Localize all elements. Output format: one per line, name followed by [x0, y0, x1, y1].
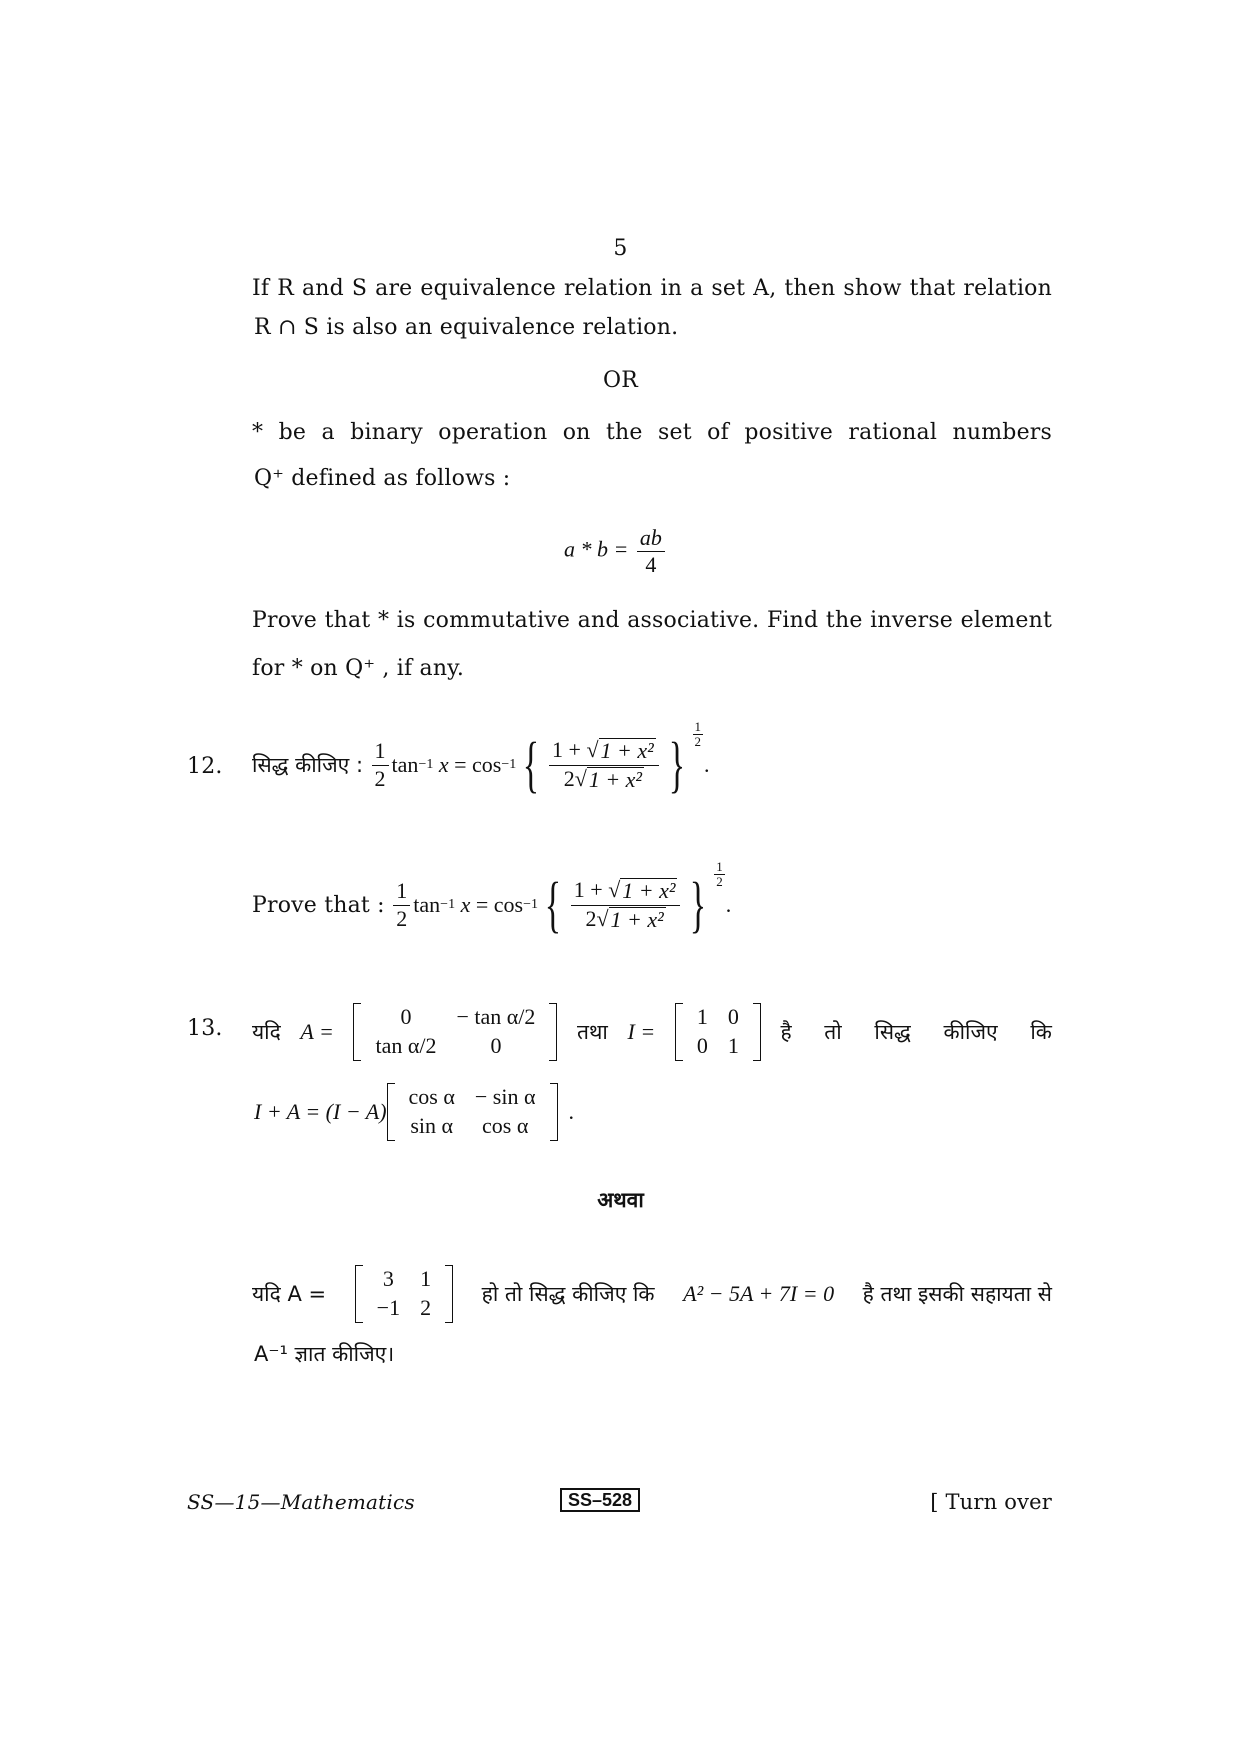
alt-line2: A⁻¹ ज्ञात कीजिए।: [254, 1342, 395, 1366]
q13-then-prove: है तो सिद्ध कीजिए कि: [780, 1020, 1052, 1044]
footer-left: SS—15—Mathematics: [187, 1490, 415, 1514]
page-number: 5: [613, 236, 628, 261]
q13-alt-line1: [252, 1262, 1052, 1326]
q12-hindi-prefix: सिद्ध कीजिए :: [252, 753, 364, 777]
inner-num: 1 + √ 1 + x²: [549, 738, 659, 765]
q13-or-label: अथवा: [597, 1188, 644, 1212]
half-num: 1: [372, 739, 389, 765]
alt-mid: हो तो सिद्ध कीजिए कि: [481, 1282, 655, 1306]
q13-identity: I + A = (I − A) cos α − sin α sin α cos α .: [254, 1080, 574, 1144]
q12-hindi-statement: [252, 720, 710, 810]
eq-den: 4: [645, 552, 657, 578]
cos-func: cos: [472, 752, 502, 777]
q11b-line3: Prove that * is commutative and associative. Find the inverse element: [252, 608, 1052, 633]
q11-line1: If R and S are equivalence relation in a set A, then show that relation: [252, 276, 1052, 301]
identity-lhs: I + A = (I − A): [254, 1099, 387, 1124]
q12-english-prefix: Prove that :: [252, 892, 385, 918]
q12-english-statement: Prove that : $\frac{1}{2}$ tan −1 x = cos −1 { 1 + √ 1 + x² 2√ 1 + x² } $\frac{1}{2}$ .: [252, 859, 732, 939]
q11b-line4: for * on Q⁺ , if any.: [252, 656, 465, 681]
q11b-line2: Q⁺ defined as follows :: [254, 466, 511, 491]
q11b-line1: * be a binary operation on the set of positive rational numbers: [252, 420, 1052, 445]
matrix-i-label: I =: [627, 1019, 656, 1044]
inner-fraction: [549, 738, 659, 791]
footer-code: SS–528: [560, 1488, 640, 1512]
tan-func: tan: [391, 752, 419, 777]
alt-matrix: 3 1 −1 2: [355, 1265, 453, 1322]
footer-center: [560, 1490, 640, 1511]
q11-line2: R ∩ S is also an equivalence relation.: [254, 315, 679, 340]
eq-lhs: a * b =: [564, 536, 629, 562]
tan-func-en: tan: [413, 892, 441, 917]
cos-func-en: cos: [493, 892, 524, 917]
equals-sign: =: [454, 752, 467, 777]
half-fraction: [372, 739, 389, 790]
power-half-en: $\frac{1}{2}$: [716, 859, 723, 889]
alt-prefix: यदि A =: [252, 1282, 327, 1306]
cos-inv: −1: [501, 757, 517, 772]
inner-den: 2√ 1 + x²: [563, 765, 643, 792]
q13-number: 13.: [187, 1016, 223, 1041]
var-x: x: [438, 752, 449, 777]
matrix-i: 1 0 0 1: [675, 1003, 761, 1060]
eq-num: ab: [637, 526, 665, 552]
right-brace: }: [668, 731, 685, 799]
alt-eq: A² − 5A + 7I = 0: [683, 1281, 835, 1306]
alt-tail: है तथा इसकी सहायता से: [862, 1282, 1052, 1306]
q13-and: तथा: [577, 1020, 608, 1044]
q12-number: 12.: [187, 754, 223, 779]
half-den: 2: [374, 765, 386, 791]
right-brace-en: }: [690, 871, 707, 939]
tan-inv: −1: [418, 757, 434, 772]
power-half: $\frac{1}{2}$: [694, 719, 702, 749]
inner-fraction-en: 1 + √ 1 + x² 2√ 1 + x²: [571, 878, 681, 931]
half-fraction-en: $\frac{1}{2}$: [393, 879, 410, 930]
left-brace-en: {: [544, 871, 562, 939]
q12-end: .: [704, 752, 710, 777]
rotation-matrix: cos α − sin α sin α cos α: [387, 1083, 558, 1140]
eq-fraction: [637, 526, 665, 577]
footer-right: [ Turn over: [930, 1490, 1052, 1514]
matrix-a-label: A =: [300, 1019, 334, 1044]
q13-if: यदि: [252, 1020, 281, 1044]
q11-or-label: OR: [602, 368, 638, 393]
left-brace: {: [522, 731, 540, 799]
q13-line1: [252, 996, 1052, 1068]
matrix-a: 0 − tan α/2 tan α/2 0: [353, 1003, 557, 1060]
binary-op-equation: [564, 526, 668, 577]
